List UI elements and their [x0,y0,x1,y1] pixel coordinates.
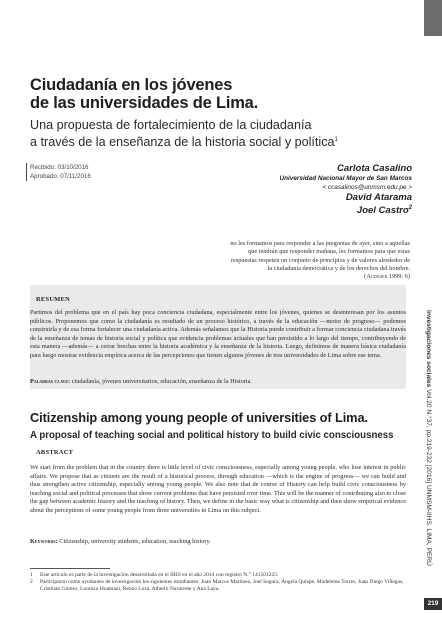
epigraph-line-4: la ciudadanía democrática y de los derechos del hombre. [267,264,410,272]
footnote-1 [30,572,410,579]
english-title: Citizenship among young people of universities of Lima. [30,410,368,425]
title-line-1: Ciudadanía en los jóvenes [30,76,233,94]
english-subtitle: A proposal of teaching social and political history to build civic consciousness [30,430,394,441]
author-3-line [280,203,412,216]
approved-date: Aprobado: 07/11/2016 [30,173,91,180]
resumen-keywords-text: ciudadanía, jóvenes universitarios, educación, enseñanza de la Historia. [71,378,252,385]
epigraph-line-1: no les formamos para responder a las preguntas de ayer, sino a aquellas [230,240,410,247]
author-3-footnote-mark: 2 [408,205,412,211]
footnote-2-text: Participaron como ayudantes de investigación los siguientes estudiantes: Juan Marcos Martínez, Joel Segura, Ángela Quispe, Madeleine Torres, Juan Diego Villegas, Cristhian Gómez, Lorenzo Huamaní, Renzo Loza, Alberto Navarrete y Ana Laya. [40,579,404,592]
abstract-keywords-text: Citizenship, university students, education, teaching history. [59,538,211,545]
article-title [30,76,258,112]
resumen-label: RESUMEN [36,296,71,303]
footnote-1-number: 1 [30,572,33,578]
received-date: Recibido: 03/10/2016 [30,164,89,171]
footnote-2-number: 2 [30,579,33,585]
footnote-2 [30,579,410,593]
epigraph-line-2: que tendrán que responder mañana, les formamos para que estas [248,248,410,256]
corner-tab [424,0,442,36]
abstract-keywords [30,538,406,547]
subtitle-line-2 [30,133,338,150]
abstract-text: We start from the problem that in the country there is little level of civic consciousness, especially among young people, who lose interest in public affairs. We propose that as citizens are the result of a historical process, through education —which is the engine of progress— we can build and thus strengthen active citizenship, especially among young people. We also note that de course of History can help build civic consciousness by teaching social and political processes that show current problems that have persisted over time. This will be the manner of contributing also to close the gap between academic history and the teaching of history. Then, we define in the basic way what is citizenship and then show empirical evidence about the perceptions of some young people from three universities in Lima on this subject. [30,464,406,514]
epigraph-line-3: respuestas respeten un conjunto de principios y de valores alrededor de [230,256,410,264]
resumen-text: Partimos del problema que en el país hay poca conciencia ciudadana, especialmente entre los jóvenes, quienes se desinteresan por los asuntos públicos. Proponemos que como la ciudadanía es resultado de un proceso histórico, a través de la educación —motor de progreso— podemos construirla y de esa forma fortalecer una ciudadanía activa. Además señalamos que la Historia puede contribuir a formar conciencia ciudadana través de la enseñanza de temas de historia social y política que evidencia problemas actuales que han persistido a lo largo del tiempo, contribuyendo de esta manera —además— a cerrar brechas entre la historia académica y la enseñanza de la historia. Luego, definimos de manera básica ciudadanía para luego mostrar evidencia empírica acerca de las percepciones que tienen algunos jóvenes de tres universidades de Lima sobre ese tema. [30,309,406,359]
journal-sidebar [418,310,438,580]
title-line-2: de las universidades de Lima. [30,94,259,112]
author-block [280,163,412,216]
submission-dates [30,163,91,181]
subtitle-line-2-text: a través de la enseñanza de la historia social y política [30,135,335,150]
footnotes [30,572,410,593]
sidebar-journal-name: investigaciones sociales [425,310,432,388]
author-affiliation: Universidad Nacional Mayor de San Marcos [279,175,412,182]
sidebar-text [418,310,438,580]
sidebar-citation: Vol.20 N.°37, pp.219-232 [2016] UNMSM-IIHS. LIMA, PERÚ [425,389,432,566]
footnote-1-text: Este artículo es parte de la investigación desarrollada en el IIHS en el año 2014 con registro N.° 141501225. [40,572,279,578]
footnote-rule [30,568,110,569]
page-number: 219 [424,598,442,610]
epigraph [200,240,410,281]
dates-rule [26,163,27,181]
author-email[interactable]: < ccasalinos@unmsm.edu.pe > [322,184,412,191]
epigraph-source: (Audigier 1999: 6) [364,273,410,281]
subtitle-footnote-mark: 1 [334,137,338,143]
subtitle-line-1: Una propuesta de fortalecimiento de la ciudadanía [30,118,312,132]
author-1-name: Carlota Casalino [337,163,412,174]
author-3-name: Joel Castro [356,205,409,217]
resumen-keywords [30,378,406,387]
resumen-keywords-label: Palabras clave: [30,378,71,385]
article-subtitle [30,118,338,150]
author-2-name: David Atarama [345,192,412,203]
abstract-keywords-label: Keywords: [30,538,58,545]
abstract-label: ABSTRACT [36,449,74,456]
